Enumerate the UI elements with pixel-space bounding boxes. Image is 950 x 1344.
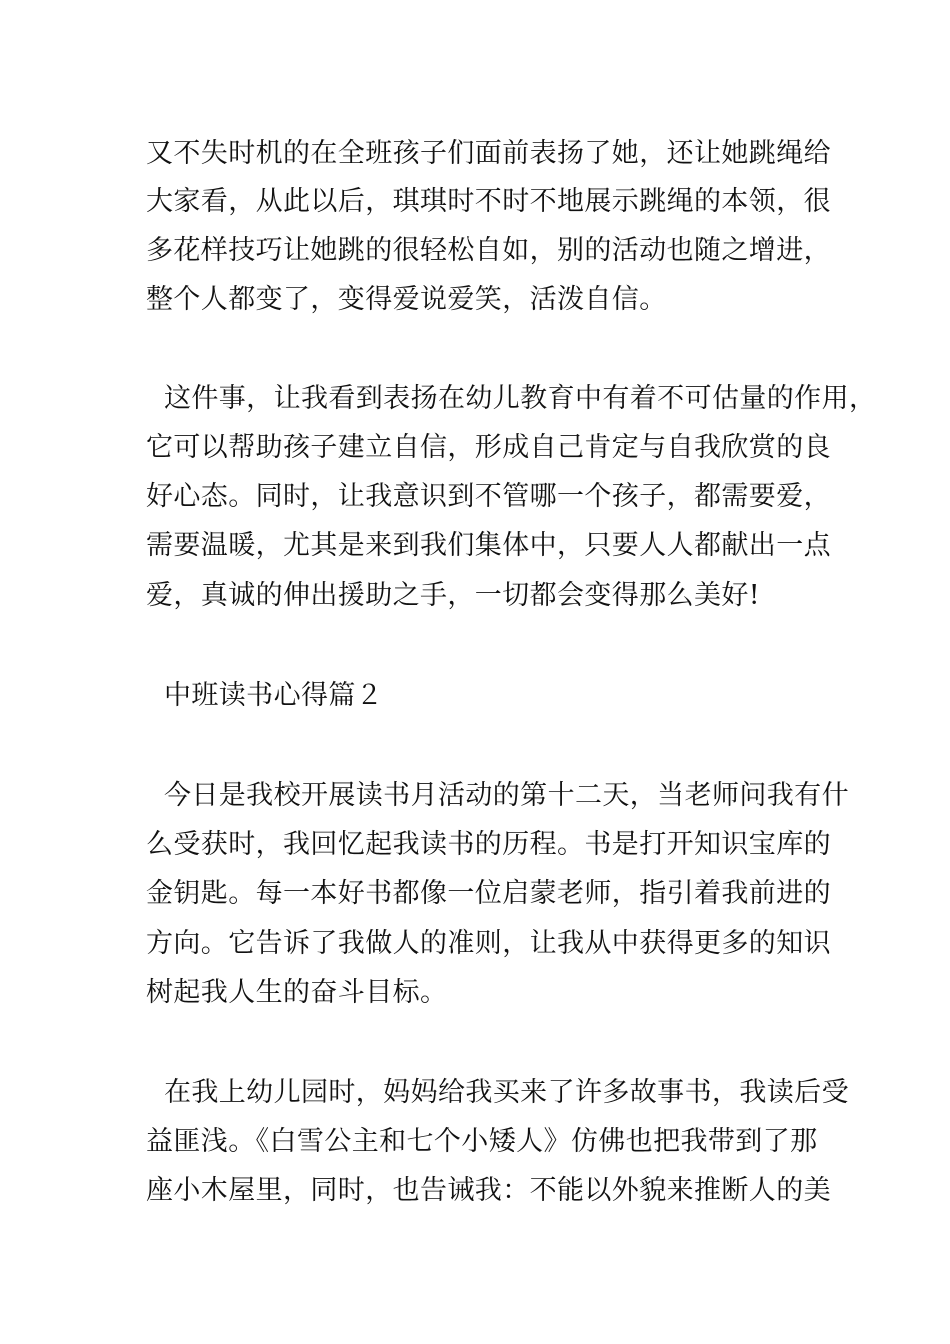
paragraph-2-line-5: 爱，真诚的伸出援助之手，一切都会变得那么美好! — [146, 580, 761, 611]
paragraph-3-line-3: 金钥匙。每一本好书都像一位启蒙老师，指引着我前进的 — [146, 878, 831, 909]
paragraph-3-line-1: 今日是我校开展读书月活动的第十二天，当老师问我有什 — [146, 780, 849, 811]
paragraph-1-line-3: 多花样技巧让她跳的很轻松自如，别的活动也随之增进， — [146, 235, 831, 266]
paragraph-2-line-2: 它可以帮助孩子建立自信，形成自己肯定与自我欣赏的良 — [146, 432, 831, 463]
paragraph-3-line-2: 么受获时，我回忆起我读书的历程。书是打开知识宝库的 — [146, 829, 831, 860]
paragraph-3-line-5: 树起我人生的奋斗目标。 — [146, 977, 448, 1008]
paragraph-2-line-1: 这件事，让我看到表扬在幼儿教育中有着不可估量的作用， — [146, 383, 877, 414]
paragraph-4-line-3: 座小木屋里，同时，也告诫我：不能以外貌来推断人的美 — [146, 1175, 831, 1206]
paragraph-4-line-1: 在我上幼儿园时，妈妈给我买来了许多故事书，我读后受 — [146, 1077, 849, 1108]
paragraph-2-line-3: 好心态。同时，让我意识到不管哪一个孩子，都需要爱， — [146, 481, 831, 512]
paragraph-1-line-4: 整个人都变了，变得爱说爱笑，活泼自信。 — [146, 284, 667, 315]
paragraph-4-line-2: 益匪浅。《白雪公主和七个小矮人》仿佛也把我带到了那 — [146, 1126, 818, 1157]
paragraph-1-line-1: 又不失时机的在全班孩子们面前表扬了她，还让她跳绳给 — [146, 138, 831, 169]
paragraph-1-line-2: 大家看，从此以后，琪琪时不时不地展示跳绳的本领，很 — [146, 186, 831, 217]
section-heading: 中班读书心得篇２ — [146, 680, 384, 711]
paragraph-2-line-4: 需要温暖，尤其是来到我们集体中，只要人人都献出一点 — [146, 530, 831, 561]
paragraph-3-line-4: 方向。它告诉了我做人的准则，让我从中获得更多的知识 — [146, 928, 831, 959]
